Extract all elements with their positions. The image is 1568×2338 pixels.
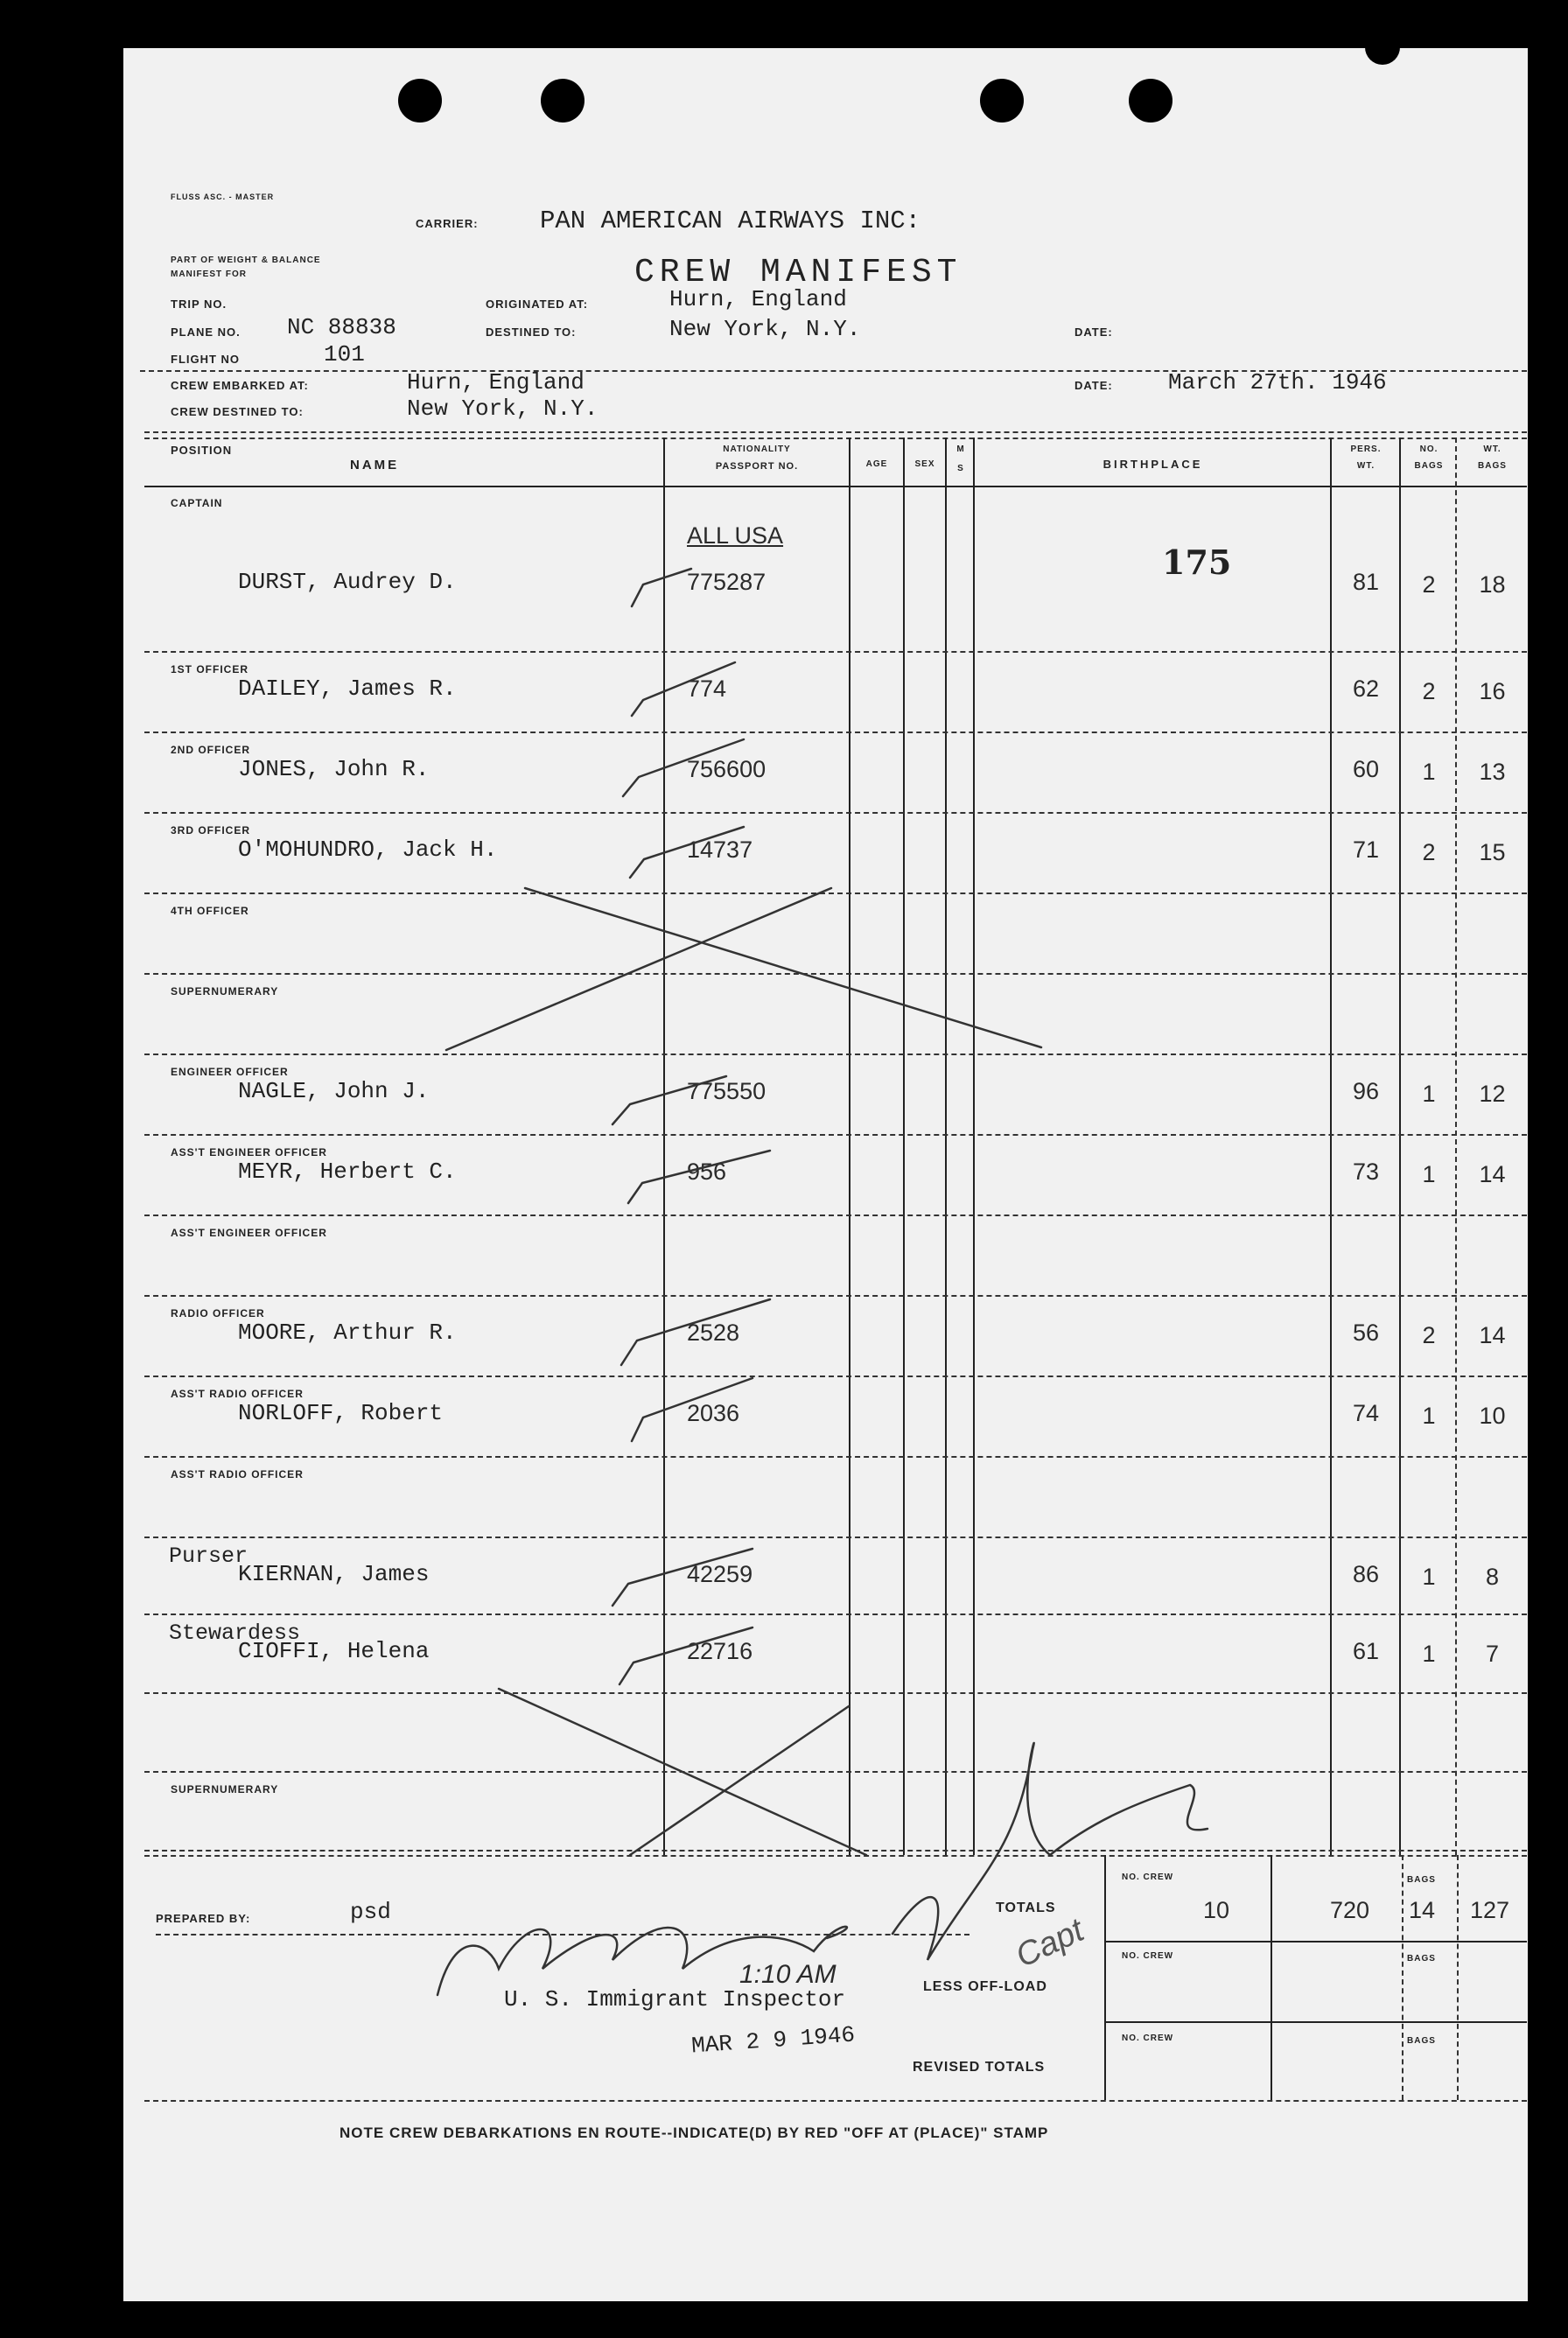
originated-at-value: Hurn, England bbox=[669, 286, 847, 312]
bags-label-1: BAGS bbox=[1407, 1875, 1436, 1885]
check-mark bbox=[621, 1299, 770, 1365]
row-wt-bags: 12 bbox=[1479, 1081, 1506, 1107]
trip-no-label: TRIP NO. bbox=[171, 298, 228, 311]
col-no-bags-2: BAGS bbox=[1414, 461, 1444, 471]
bags-label-3: BAGS bbox=[1407, 2036, 1436, 2046]
col-ms-s: S bbox=[957, 464, 964, 473]
check-mark bbox=[632, 569, 691, 606]
col-sex: SEX bbox=[914, 459, 935, 469]
destined-to-value: New York, N.Y. bbox=[669, 316, 861, 342]
no-crew-label-3: NO. CREW bbox=[1122, 2034, 1174, 2043]
col-pers-wt-2: WT. bbox=[1356, 461, 1376, 471]
row-wt-bags: 15 bbox=[1479, 839, 1506, 865]
carrier-value: PAN AMERICAN AIRWAYS INC: bbox=[540, 206, 921, 235]
row-passport: 775287 bbox=[687, 569, 766, 595]
row-name: DURST, Audrey D. bbox=[238, 569, 457, 595]
check-mark bbox=[630, 827, 744, 878]
crew-embarked-label: CREW EMBARKED AT: bbox=[171, 379, 309, 392]
row-passport: 22716 bbox=[687, 1638, 753, 1664]
row-position: 3RD OFFICER bbox=[171, 824, 251, 836]
row-name: MOORE, Arthur R. bbox=[238, 1320, 457, 1346]
row-position: 1ST OFFICER bbox=[171, 663, 249, 676]
col-passport: PASSPORT NO. bbox=[715, 461, 799, 472]
col-ms-m: M bbox=[956, 444, 965, 454]
row-position: SUPERNUMERARY bbox=[171, 1783, 279, 1796]
crew-destined-value: New York, N.Y. bbox=[407, 396, 598, 422]
check-mark bbox=[632, 1378, 752, 1441]
col-birthplace: BIRTHPLACE bbox=[1102, 458, 1203, 471]
row-wt-bags: 14 bbox=[1479, 1161, 1506, 1187]
row-wt-bags: 16 bbox=[1479, 678, 1506, 704]
col-pers-wt: PERS. bbox=[1350, 444, 1382, 454]
row-bags: 1 bbox=[1422, 1161, 1436, 1187]
row-passport: 14737 bbox=[687, 836, 753, 863]
row-bags: 2 bbox=[1422, 678, 1436, 704]
row-name: NAGLE, John J. bbox=[238, 1078, 430, 1104]
plane-no-value: NC 88838 bbox=[287, 314, 396, 340]
check-mark bbox=[612, 1549, 752, 1606]
signature bbox=[892, 1743, 1208, 1960]
prepared-by-value: psd bbox=[350, 1899, 391, 1925]
row-bags: 1 bbox=[1422, 1081, 1436, 1107]
row-wt-bags: 13 bbox=[1479, 759, 1506, 785]
totals-weight: 720 bbox=[1330, 1897, 1370, 1923]
row-bags: 1 bbox=[1422, 1564, 1436, 1590]
row-pers-wt: 81 bbox=[1352, 569, 1380, 595]
totals-label: TOTALS bbox=[996, 1900, 1056, 1915]
col-wt-bags-2: BAGS bbox=[1478, 461, 1507, 471]
check-mark bbox=[612, 1076, 726, 1124]
col-position: POSITION bbox=[171, 444, 233, 457]
row-pers-wt: 73 bbox=[1352, 1158, 1380, 1185]
capt-note: Capt bbox=[1010, 1912, 1090, 1976]
col-age: AGE bbox=[865, 459, 888, 469]
col-name: NAME bbox=[350, 458, 400, 472]
row-pers-wt: 61 bbox=[1352, 1638, 1380, 1664]
row-pers-wt: 62 bbox=[1352, 676, 1380, 702]
check-mark bbox=[623, 739, 744, 796]
row-wt-bags: 14 bbox=[1479, 1322, 1506, 1348]
date-value: March 27th. 1946 bbox=[1168, 369, 1387, 396]
nationality-note: ALL USA bbox=[687, 522, 784, 549]
row-bags: 2 bbox=[1422, 839, 1436, 865]
less-offload-label: LESS OFF-LOAD bbox=[923, 1979, 1047, 1994]
inspector-time: 1:10 AM bbox=[739, 1960, 836, 1989]
signature bbox=[438, 1927, 847, 1995]
corner-label: FLUSS ASC. - MASTER bbox=[171, 192, 275, 201]
row-passport: 756600 bbox=[687, 756, 766, 782]
row-pers-wt: 71 bbox=[1352, 836, 1380, 863]
row-pers-wt: 74 bbox=[1352, 1400, 1380, 1426]
manifest-for-label: MANIFEST FOR bbox=[171, 270, 247, 279]
plane-no-label: PLANE NO. bbox=[171, 326, 241, 339]
col-wt-bags: WT. bbox=[1483, 444, 1502, 454]
row-wt-bags: 18 bbox=[1479, 571, 1506, 598]
row-passport: 956 bbox=[687, 1158, 727, 1185]
row-name: DAILEY, James R. bbox=[238, 676, 457, 702]
row-wt-bags: 7 bbox=[1485, 1641, 1500, 1667]
bags-label-2: BAGS bbox=[1407, 1954, 1436, 1964]
stamp-number: 175 bbox=[1162, 542, 1232, 582]
row-position: Purser bbox=[169, 1544, 248, 1569]
row-bags: 1 bbox=[1422, 759, 1436, 785]
col-nationality: NATIONALITY bbox=[723, 444, 791, 454]
check-mark bbox=[628, 1151, 770, 1203]
crew-embarked-value: Hurn, England bbox=[407, 369, 584, 396]
flight-no-value: 101 bbox=[324, 341, 365, 368]
form-title: CREW MANIFEST bbox=[634, 254, 962, 291]
row-passport: 42259 bbox=[687, 1561, 753, 1587]
row-pers-wt: 60 bbox=[1352, 756, 1380, 782]
row-passport: 2528 bbox=[687, 1320, 740, 1346]
check-mark bbox=[620, 1628, 752, 1684]
row-passport: 775550 bbox=[687, 1078, 766, 1104]
row-position: ASS'T ENGINEER OFFICER bbox=[171, 1227, 327, 1239]
row-position: ASS'T RADIO OFFICER bbox=[171, 1388, 304, 1400]
stamp-date: MAR 2 9 1946 bbox=[690, 2021, 857, 2060]
row-position: 2ND OFFICER bbox=[171, 744, 251, 756]
date-label: DATE: bbox=[1074, 326, 1113, 339]
row-wt-bags: 10 bbox=[1479, 1403, 1506, 1429]
date2-label: DATE: bbox=[1074, 379, 1113, 392]
row-bags: 2 bbox=[1422, 571, 1436, 598]
row-position: ENGINEER OFFICER bbox=[171, 1066, 289, 1078]
row-pers-wt: 86 bbox=[1352, 1561, 1380, 1587]
row-position: RADIO OFFICER bbox=[171, 1307, 265, 1320]
footer-note: NOTE CREW DEBARKATIONS EN ROUTE--INDICATE(D) BY RED "OFF AT (PLACE)" STAMP bbox=[340, 2124, 1049, 2141]
row-name: MEYR, Herbert C. bbox=[238, 1158, 457, 1185]
row-position: Stewardess bbox=[169, 1620, 301, 1646]
row-position: 4TH OFFICER bbox=[171, 905, 249, 917]
no-crew-label-2: NO. CREW bbox=[1122, 1951, 1174, 1961]
row-name: KIERNAN, James bbox=[238, 1561, 430, 1587]
row-bags: 2 bbox=[1422, 1322, 1436, 1348]
cross-out bbox=[525, 888, 1041, 1047]
prepared-by-label: PREPARED BY: bbox=[156, 1912, 251, 1925]
row-position: CAPTAIN bbox=[171, 497, 223, 509]
totals-wt-bags: 127 bbox=[1470, 1897, 1510, 1923]
row-pers-wt: 96 bbox=[1352, 1078, 1380, 1104]
col-no-bags: NO. bbox=[1419, 444, 1438, 454]
row-name: JONES, John R. bbox=[238, 756, 430, 782]
revised-totals-label: REVISED TOTALS bbox=[913, 2060, 1046, 2075]
check-mark bbox=[632, 662, 735, 716]
cross-out bbox=[446, 888, 831, 1050]
row-passport: 2036 bbox=[687, 1400, 740, 1426]
cross-out bbox=[499, 1689, 866, 1855]
row-position: ASS'T RADIO OFFICER bbox=[171, 1468, 304, 1480]
totals-bags: 14 bbox=[1409, 1897, 1436, 1923]
row-position: ASS'T ENGINEER OFFICER bbox=[171, 1146, 327, 1158]
inspector-label: U. S. Immigrant Inspector bbox=[504, 1986, 846, 2012]
carrier-label: CARRIER: bbox=[416, 217, 479, 230]
totals-no-crew: 10 bbox=[1203, 1897, 1230, 1923]
no-crew-label-1: NO. CREW bbox=[1122, 1872, 1174, 1882]
row-name: O'MOHUNDRO, Jack H. bbox=[238, 836, 498, 863]
part-of-label: PART OF WEIGHT & BALANCE bbox=[171, 256, 321, 265]
row-pers-wt: 56 bbox=[1352, 1320, 1380, 1346]
row-name: NORLOFF, Robert bbox=[238, 1400, 444, 1426]
destined-to-label: DESTINED TO: bbox=[486, 326, 577, 339]
row-passport: 774 bbox=[687, 676, 727, 702]
flight-no-label: FLIGHT NO bbox=[171, 353, 241, 366]
row-name: CIOFFI, Helena bbox=[238, 1638, 430, 1664]
row-position: SUPERNUMERARY bbox=[171, 985, 279, 998]
crew-destined-label: CREW DESTINED TO: bbox=[171, 405, 304, 418]
row-wt-bags: 8 bbox=[1485, 1564, 1500, 1590]
originated-at-label: ORIGINATED AT: bbox=[486, 298, 589, 311]
row-bags: 1 bbox=[1422, 1641, 1436, 1667]
row-bags: 1 bbox=[1422, 1403, 1436, 1429]
